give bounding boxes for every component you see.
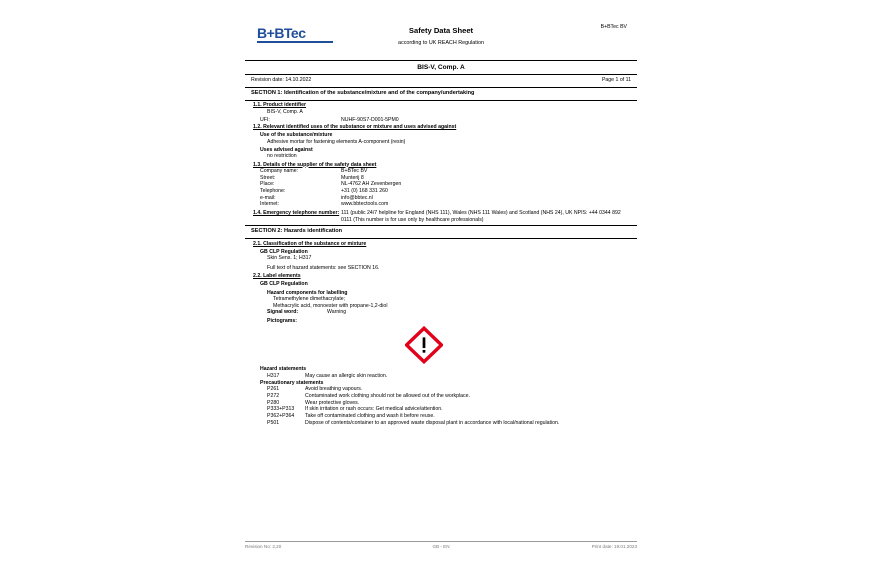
section-1-body [245,101,637,225]
precautionary-statement-text: Avoid breathing vapours. [305,386,363,393]
header-company-name: B+BTec BV [600,24,627,30]
supplier-row [253,201,629,208]
supplier-website-value[interactable]: www.bbtectools.com [341,201,389,208]
hazard-component-item: Tetramethylene dimethacrylate; [273,296,346,303]
signal-word-label: Signal word: [267,309,299,316]
hazard-statement-row [253,373,629,380]
hazard-statements-title: Hazard statements [260,366,307,373]
document-subtitle: according to UK REACH Regulation [398,40,484,46]
pictograms-label: Pictograms: [267,317,297,324]
ufi-label: UFI: [260,117,270,124]
precautionary-statement-row [253,420,629,427]
supplier-value: +31 (0) 168 331 260 [341,188,388,195]
uses-advised-against-title: Uses advised against [260,146,313,153]
supplier-label: Street: [260,174,276,181]
supplier-email-value[interactable]: info@bbtec.nl [341,194,373,201]
emergency-telephone-label: 1.4. Emergency telephone number: [253,210,340,217]
document-footer [245,541,637,550]
product-name-band: BIS-V, Comp. A [245,60,637,75]
signal-word-value: Warning [327,309,347,316]
supplier-label: Company name: [260,168,299,175]
precautionary-statements-title: Precautionary statements [260,379,324,386]
precautionary-statement-code: P261 [267,386,280,393]
revision-date: Revision date: 14.10.2022 [251,77,312,84]
precautionary-statement-row [253,393,629,400]
section-2-body [245,239,637,426]
section-2-header: SECTION 2: Hazards identification [245,225,637,239]
revision-line [245,75,637,87]
document-page [245,14,637,560]
signal-word-row [253,309,629,316]
subsection-1-1-title: 1.1. Product identifier [253,102,307,109]
subsection-1-2-title: 1.2. Relevant identified uses of the substance or mixture and uses advised against [253,123,457,130]
section-1-header: SECTION 1: Identification of the substance/mixture and of the company/undertaking [245,88,637,101]
footer-language: GB - EN [432,544,450,550]
document-header [245,14,637,60]
hazard-components-title: Hazard components for labelling [267,289,348,296]
ufi-value: NUHF-90S7-D001-5PM0 [341,117,399,124]
precautionary-statement-code: P362+P364 [267,412,295,419]
supplier-row [253,181,629,188]
exclamation-mark-hazard-pictogram-icon [405,326,443,364]
precautionary-statement-code: P501 [267,419,280,426]
precautionary-statement-text: If skin irritation or rash occurs: Get medical advice/attention. [305,406,443,413]
use-of-substance-text: Adhesive mortar for fastening elements A-component (resin) [267,138,406,145]
document-title: Safety Data Sheet [408,26,474,35]
precautionary-statement-row [253,386,629,393]
full-text-note: Full text of hazard statements: see SECTION 16. [267,265,380,272]
supplier-value: B+BTec BV [341,168,368,175]
precautionary-statement-text: Contaminated work clothing should not be allowed out of the workplace. [305,392,470,399]
supplier-label: Telephone: [260,188,286,195]
precautionary-statement-text: Wear protective gloves. [305,399,360,406]
precautionary-statement-row [253,406,629,413]
supplier-row [253,195,629,202]
ufi-row [253,117,629,124]
supplier-row [253,188,629,195]
precautionary-statement-text: Take off contaminated clothing and wash it before reuse. [305,412,435,419]
precautionary-statement-code: P333+P313 [267,406,295,413]
hazard-statement-code: H317 [267,372,280,379]
subsection-2-2-title: 2.2. Label elements [253,273,301,280]
subsection-2-1-title: 2.1. Classification of the substance or mixture [253,240,367,247]
supplier-label: e-mail: [260,194,276,201]
classification-value: Skin Sens. 1; H317 [267,255,312,262]
gb-clp-regulation-heading: GB CLP Regulation [260,248,308,255]
supplier-value: NL-4762 AH Zevenbergen [341,181,402,188]
supplier-value: Munterij 8 [341,174,364,181]
precautionary-statement-row [253,413,629,420]
footer-revision-no: Revision No: 2,20 [245,544,282,550]
pictogram-area [253,324,629,366]
supplier-row [253,175,629,182]
precautionary-statement-row [253,400,629,407]
precautionary-statement-code: P272 [267,392,280,399]
supplier-label: Place: [260,181,275,188]
uses-advised-against-text: no restriction [267,153,297,160]
subsection-1-3-title: 1.3. Details of the supplier of the safety data sheet [253,161,377,168]
product-identifier-value: BIS-V, Comp. A [267,108,303,115]
gb-clp-regulation-heading-2: GB CLP Regulation [260,281,308,288]
footer-print-date: Print date: 19.01.2023 [591,544,638,550]
emergency-telephone-row [253,210,629,223]
page-number: Page 1 of 11 [601,77,631,84]
hazard-statement-text: May cause an allergic skin reaction. [305,372,388,379]
precautionary-statement-text: Dispose of contents/container to an approved waste disposal plant in accordance with local/national regulation. [305,419,560,426]
supplier-label: Internet: [260,201,280,208]
supplier-row [253,168,629,175]
precautionary-statement-code: P280 [267,399,280,406]
company-logo-text: B+BTec [257,25,306,41]
emergency-telephone-value: 111 (public 24/7 helpline for England (NHS 111), Wales (NHS 111 Wales) and Scotland (NHS 24), UK NPIS: +44 0344 892 0111 (This number is for use only by healthcare professionals) [341,210,621,223]
use-of-substance-title: Use of the substance/mixture [260,131,333,138]
hazard-component-item: Methacrylic acid, monoester with propane-1,2-diol [273,302,388,309]
